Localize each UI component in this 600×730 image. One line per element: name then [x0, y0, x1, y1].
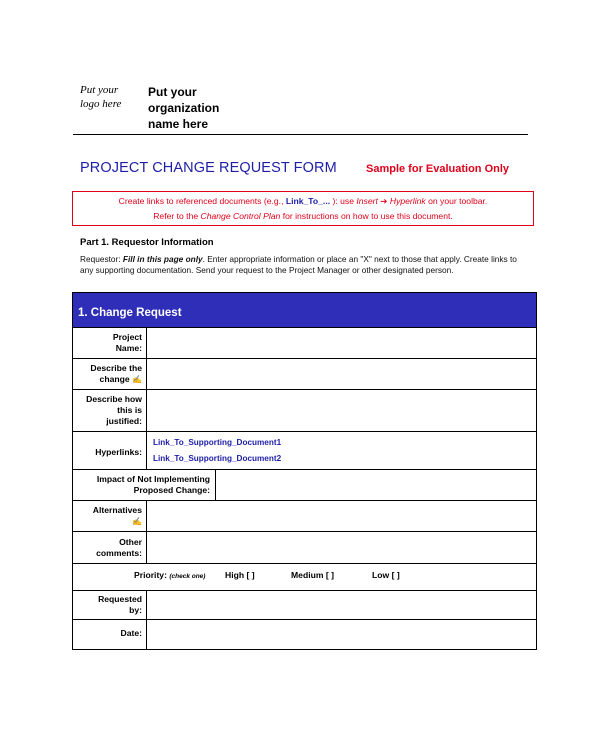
describe-change-input[interactable] [147, 359, 536, 389]
note-emphasis: Fill in this page only [122, 254, 203, 264]
requestor-note [80, 254, 520, 276]
supporting-document-link-2[interactable]: Link_To_Supporting_Document2 [153, 454, 282, 463]
note-text: Requestor: [80, 254, 123, 264]
instructions-box [72, 191, 534, 226]
pencil-icon: ✍ [132, 375, 142, 384]
section-title: 1. Change Request [78, 307, 182, 319]
priority-row [73, 563, 536, 590]
priority-note: (check one) [169, 573, 206, 580]
justification-label: Describe how this is justified: [86, 394, 142, 426]
org-line-2: organization [148, 101, 220, 115]
date-label: Date: [120, 628, 142, 638]
justification-row [73, 389, 536, 431]
form-title: PROJECT CHANGE REQUEST FORM [80, 160, 337, 176]
other-comments-input[interactable] [147, 532, 536, 563]
priority-medium-checkbox[interactable]: Medium [ ] [291, 570, 334, 580]
logo-placeholder [80, 83, 140, 111]
priority-high-checkbox[interactable]: High [ ] [225, 570, 255, 580]
instruction-text: ): use [332, 196, 357, 206]
alternatives-label: Alternatives ✍ [92, 505, 142, 526]
other-comments-row [73, 531, 536, 563]
project-name-row [73, 327, 536, 358]
logo-line-1: Put your [80, 84, 119, 96]
justification-input[interactable] [147, 390, 536, 431]
change-control-plan-text: Change Control Plan [200, 211, 281, 221]
arrow-icon: ➔ [380, 196, 388, 206]
priority-low-checkbox[interactable]: Low [ ] [372, 570, 400, 580]
instruction-text: for instructions on how to use this document. [280, 211, 453, 221]
priority-label: Priority: (check one) [134, 570, 206, 580]
describe-change-label: Describe the change ✍ [90, 363, 142, 384]
instruction-text: on your toolbar. [425, 196, 488, 206]
example-link[interactable]: Link_To_... [285, 196, 331, 206]
insert-menu-text: Insert [356, 196, 378, 206]
alternatives-input[interactable] [147, 501, 536, 531]
impact-input[interactable] [216, 470, 536, 500]
hyperlink-menu-text: Hyperlink [389, 196, 426, 206]
hyperlinks-label: Hyperlinks: [95, 447, 142, 457]
requested-by-label: Requested by: [98, 594, 142, 615]
impact-label: Impact of Not Implementing Proposed Change: [96, 474, 210, 495]
project-name-input[interactable] [147, 328, 536, 358]
instruction-line-2 [73, 211, 533, 221]
logo-line-2: logo here [80, 98, 122, 110]
instruction-text: Create links to referenced documents (e.g., [118, 196, 286, 206]
org-line-3: name here [148, 117, 209, 131]
hyperlinks-row [73, 431, 536, 469]
date-input[interactable] [147, 620, 536, 649]
org-line-1: Put your [148, 85, 197, 99]
header-divider [73, 134, 528, 135]
other-comments-label: Other comments: [96, 537, 142, 558]
requested-by-input[interactable] [147, 591, 536, 619]
describe-change-row [73, 358, 536, 389]
impact-row [73, 469, 536, 500]
note-text: . Enter appropriate information or place an "X" next to those that apply. Create links to any supporting documentation. Send your request to the Project Manager or other designated person. [80, 254, 517, 275]
project-name-label: Project Name: [112, 332, 142, 353]
requested-by-row [73, 590, 536, 619]
date-row [73, 619, 536, 649]
supporting-document-link-1[interactable]: Link_To_Supporting_Document1 [153, 438, 282, 447]
sample-watermark-text: Sample for Evaluation Only [366, 163, 510, 175]
instruction-line-1 [73, 196, 533, 207]
alternatives-row [73, 500, 536, 531]
instruction-text: Refer to the [153, 211, 201, 221]
section-header [73, 293, 536, 327]
column-divider [146, 432, 147, 469]
part1-heading: Part 1. Requestor Information [80, 237, 214, 248]
pencil-icon: ✍ [132, 517, 142, 526]
change-request-table [72, 292, 537, 650]
organization-name [148, 84, 268, 132]
